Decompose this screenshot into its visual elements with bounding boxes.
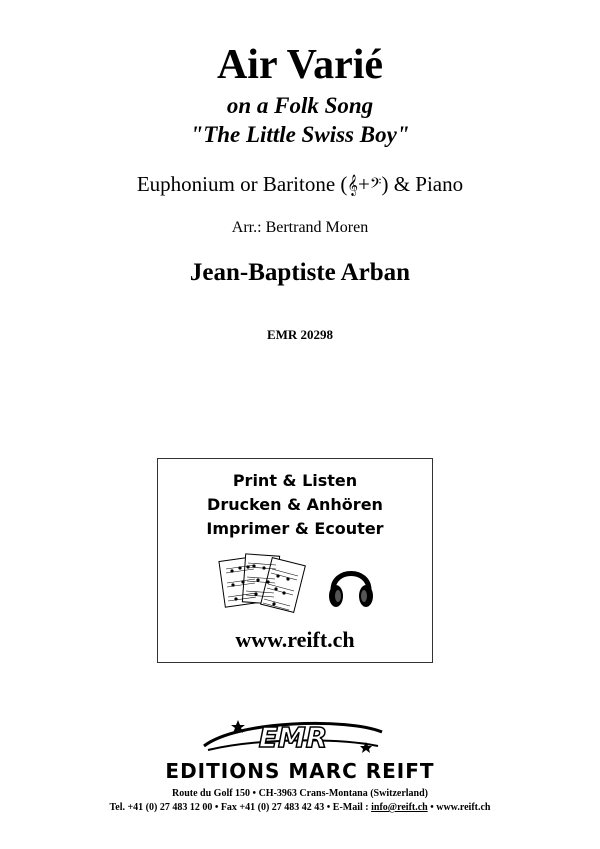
headphones-icon <box>325 556 377 612</box>
catalog-number: EMR 20298 <box>266 327 334 342</box>
sheet-music-icon <box>218 551 306 617</box>
clef-plus: + <box>358 172 370 196</box>
bass-clef-icon: 𝄢 <box>369 175 382 196</box>
instrumentation <box>0 171 600 199</box>
promo-line-english: Print & Listen <box>232 471 358 490</box>
promo-line-french: Imprimer & Ecouter <box>206 519 384 538</box>
contact-phone-fax: Tel. +41 (0) 27 483 12 00 • Fax +41 (0) 27 483 42 43 • E-Mail : <box>109 802 372 813</box>
arranger: Arr.: Bertrand Moren <box>231 219 369 236</box>
publisher-address: Route du Golf 150 • CH-3963 Crans-Montana (Switzerland) <box>172 788 428 799</box>
subtitle-line-1: on a Folk Song <box>226 93 374 118</box>
box-website-url[interactable]: www.reift.ch <box>235 627 355 652</box>
logo-emr-text: EMR <box>258 721 328 754</box>
treble-clef-icon: 𝄞 <box>347 175 359 196</box>
publisher-contact <box>0 801 600 814</box>
subtitle-line-2: "The Little Swiss Boy" <box>190 122 410 147</box>
instrumentation-text-before: Euphonium or Baritone ( <box>136 172 348 196</box>
instrumentation-text-after: ) & Piano <box>381 172 464 196</box>
emr-logo <box>198 716 388 760</box>
print-listen-box <box>157 458 433 663</box>
composer: Jean-Baptiste Arban <box>189 259 411 286</box>
promo-line-german: Drucken & Anhören <box>207 495 383 514</box>
contact-website[interactable]: • www.reift.ch <box>427 802 491 813</box>
publisher-name: EDITIONS MARC REIFT <box>165 759 435 783</box>
piece-title: Air Varié <box>216 42 384 88</box>
email-link[interactable]: info@reift.ch <box>371 802 428 813</box>
